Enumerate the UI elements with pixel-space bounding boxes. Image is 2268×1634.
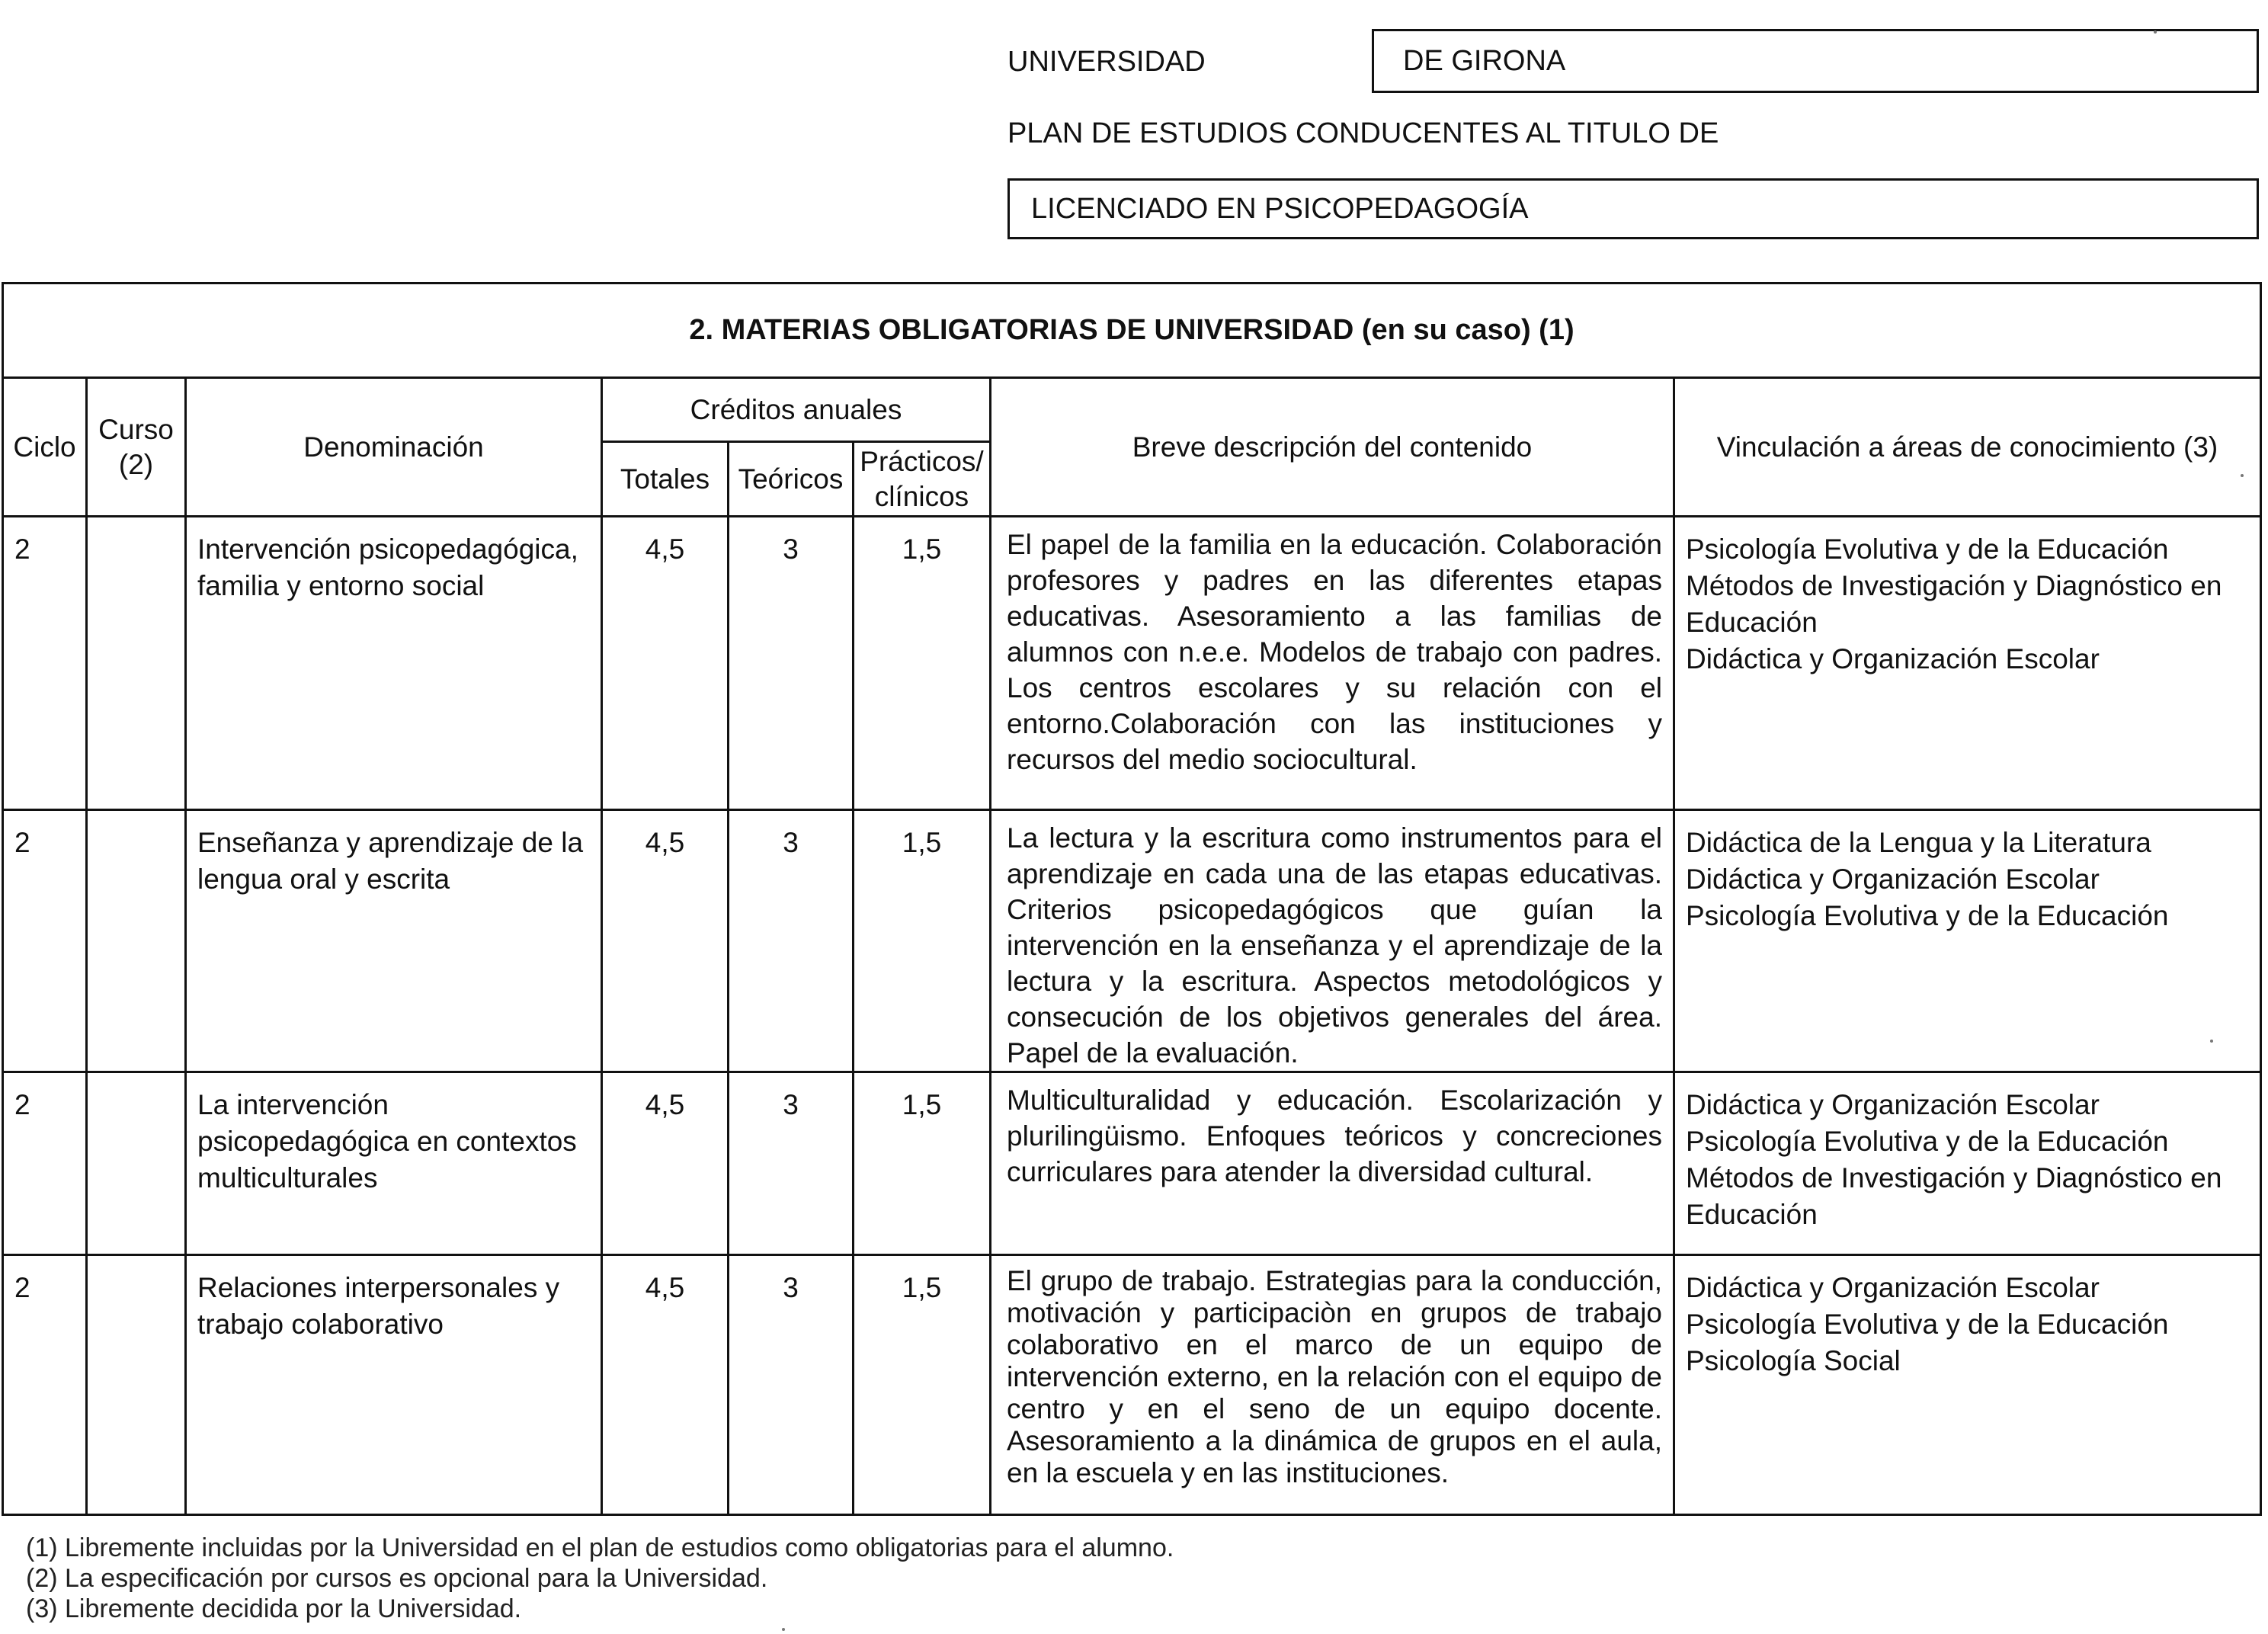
- cell-areas: [1674, 810, 2261, 1072]
- scan-speck: [2210, 1040, 2213, 1043]
- cell-practicos: 1,5: [854, 517, 991, 810]
- degree-value: LICENCIADO EN PSICOPEDAGOGÍA: [1031, 193, 1529, 225]
- cell-practicos: 1,5: [854, 810, 991, 1072]
- cell-practicos: 1,5: [854, 1255, 991, 1515]
- cell-curso: [87, 1072, 186, 1255]
- header-practicos-line1: Prácticos/: [860, 445, 984, 477]
- cell-ciclo: 2: [3, 517, 87, 810]
- cell-denominacion: Enseñanza y aprendizaje de la lengua oral y escrita: [186, 810, 602, 1072]
- scan-speck: [782, 1628, 785, 1631]
- university-value: DE GIRONA: [1403, 45, 1566, 77]
- cell-ciclo: 2: [3, 810, 87, 1072]
- cell-descripcion: Multiculturalidad y educación. Escolarización y plurilingüismo. Enfoques teóricos y concreciones curriculares para atender la diversidad cultural.: [991, 1072, 1674, 1255]
- cell-totales: 4,5: [602, 1255, 729, 1515]
- area-item: Psicología Evolutiva y de la Educación: [1686, 900, 2169, 931]
- university-label: UNIVERSIDAD: [1007, 46, 1206, 78]
- header-denominacion: Denominación: [186, 378, 602, 517]
- cell-totales: 4,5: [602, 810, 729, 1072]
- cell-denominacion: Intervención psicopedagógica, familia y entorno social: [186, 517, 602, 810]
- university-box: [1372, 29, 2259, 93]
- area-item: Didáctica y Organización Escolar: [1686, 643, 2100, 674]
- footnote-2: (2) La especificación por cursos es opcional para la Universidad.: [26, 1564, 768, 1593]
- header-teoricos: Teóricos: [729, 442, 854, 517]
- table-row: [3, 1072, 2261, 1255]
- area-item: Didáctica de la Lengua y la Literatura: [1686, 827, 2151, 858]
- cell-teoricos: 3: [729, 1072, 854, 1255]
- cell-areas: [1674, 1255, 2261, 1515]
- area-item: Métodos de Investigación y Diagnóstico en Educación: [1686, 1162, 2222, 1230]
- cell-ciclo: 2: [3, 1255, 87, 1515]
- cell-denominacion: La intervención psicopedagógica en contextos multiculturales: [186, 1072, 602, 1255]
- cell-teoricos: 3: [729, 1255, 854, 1515]
- header-curso: [87, 378, 186, 517]
- area-item: Psicología Social: [1686, 1345, 1901, 1376]
- cell-areas: [1674, 1072, 2261, 1255]
- footnote-3: (3) Libremente decidida por la Universidad.: [26, 1594, 522, 1623]
- cell-ciclo: 2: [3, 1072, 87, 1255]
- scan-speck: [2154, 30, 2157, 34]
- area-item: Didáctica y Organización Escolar: [1686, 1089, 2100, 1120]
- header-vinculacion: Vinculación a áreas de conocimiento (3): [1674, 378, 2261, 517]
- cell-totales: 4,5: [602, 1072, 729, 1255]
- subjects-table: [2, 282, 2262, 1516]
- header-totales: Totales: [602, 442, 729, 517]
- cell-denominacion: Relaciones interpersonales y trabajo colaborativo: [186, 1255, 602, 1515]
- area-item: Métodos de Investigación y Diagnóstico en Educación: [1686, 570, 2222, 638]
- table-row: [3, 1255, 2261, 1515]
- degree-box: [1007, 178, 2259, 239]
- area-item: Didáctica y Organización Escolar: [1686, 863, 2100, 895]
- table-title: 2. MATERIAS OBLIGATORIAS DE UNIVERSIDAD (en su caso) (1): [3, 284, 2261, 378]
- area-item: Psicología Evolutiva y de la Educación: [1686, 1309, 2169, 1340]
- cell-curso: [87, 517, 186, 810]
- footnote-1: (1) Libremente incluidas por la Universidad en el plan de estudios como obligatorias para el alumno.: [26, 1533, 1174, 1562]
- header-practicos: [854, 442, 991, 517]
- cell-descripcion: La lectura y la escritura como instrumentos para el aprendizaje en cada una de las etapas educativas. Criterios psicopedagógicos que guían la intervención en la enseñanza y el aprendizaje de la lectura y la escritura. Aspectos metodológicos y consecución de los objetivos generales del área. Papel de la evaluación.: [991, 810, 1674, 1072]
- area-item: Didáctica y Organización Escolar: [1686, 1272, 2100, 1303]
- cell-descripcion: El grupo de trabajo. Estrategias para la conducción, motivación y participaciòn en grupos de trabajo colaborativo en el marco de un equipo de intervención externo, en la relación con el equipo de centro y en el seno de un equipo docente. Asesoramiento a la dinámica de grupos en el aula, en la escuela y en las instituciones.: [991, 1255, 1674, 1515]
- cell-curso: [87, 810, 186, 1072]
- header-practicos-line2: clínicos: [874, 480, 969, 512]
- plan-label: PLAN DE ESTUDIOS CONDUCENTES AL TITULO DE: [1007, 117, 1719, 149]
- cell-descripcion: El papel de la familia en la educación. Colaboración profesores y padres en las diferentes etapas educativas. Asesoramiento a las familias de alumnos con n.e.e. Modelos de trabajo con padres. Los centros escolares y su relación con el entorno.Colaboración con las instituciones y recursos del medio sociocultural.: [991, 517, 1674, 810]
- header-curso-line2: (2): [118, 448, 154, 480]
- cell-teoricos: 3: [729, 517, 854, 810]
- header-creditos: Créditos anuales: [602, 378, 991, 442]
- cell-totales: 4,5: [602, 517, 729, 810]
- area-item: Psicología Evolutiva y de la Educación: [1686, 1126, 2169, 1157]
- table-row: [3, 517, 2261, 810]
- cell-areas: [1674, 517, 2261, 810]
- header-curso-line1: Curso: [98, 413, 174, 445]
- cell-teoricos: 3: [729, 810, 854, 1072]
- cell-curso: [87, 1255, 186, 1515]
- header-descripcion: Breve descripción del contenido: [991, 378, 1674, 517]
- cell-practicos: 1,5: [854, 1072, 991, 1255]
- header-ciclo: Ciclo: [3, 378, 87, 517]
- scan-speck: [2241, 474, 2244, 477]
- table-row: [3, 810, 2261, 1072]
- area-item: Psicología Evolutiva y de la Educación: [1686, 533, 2169, 565]
